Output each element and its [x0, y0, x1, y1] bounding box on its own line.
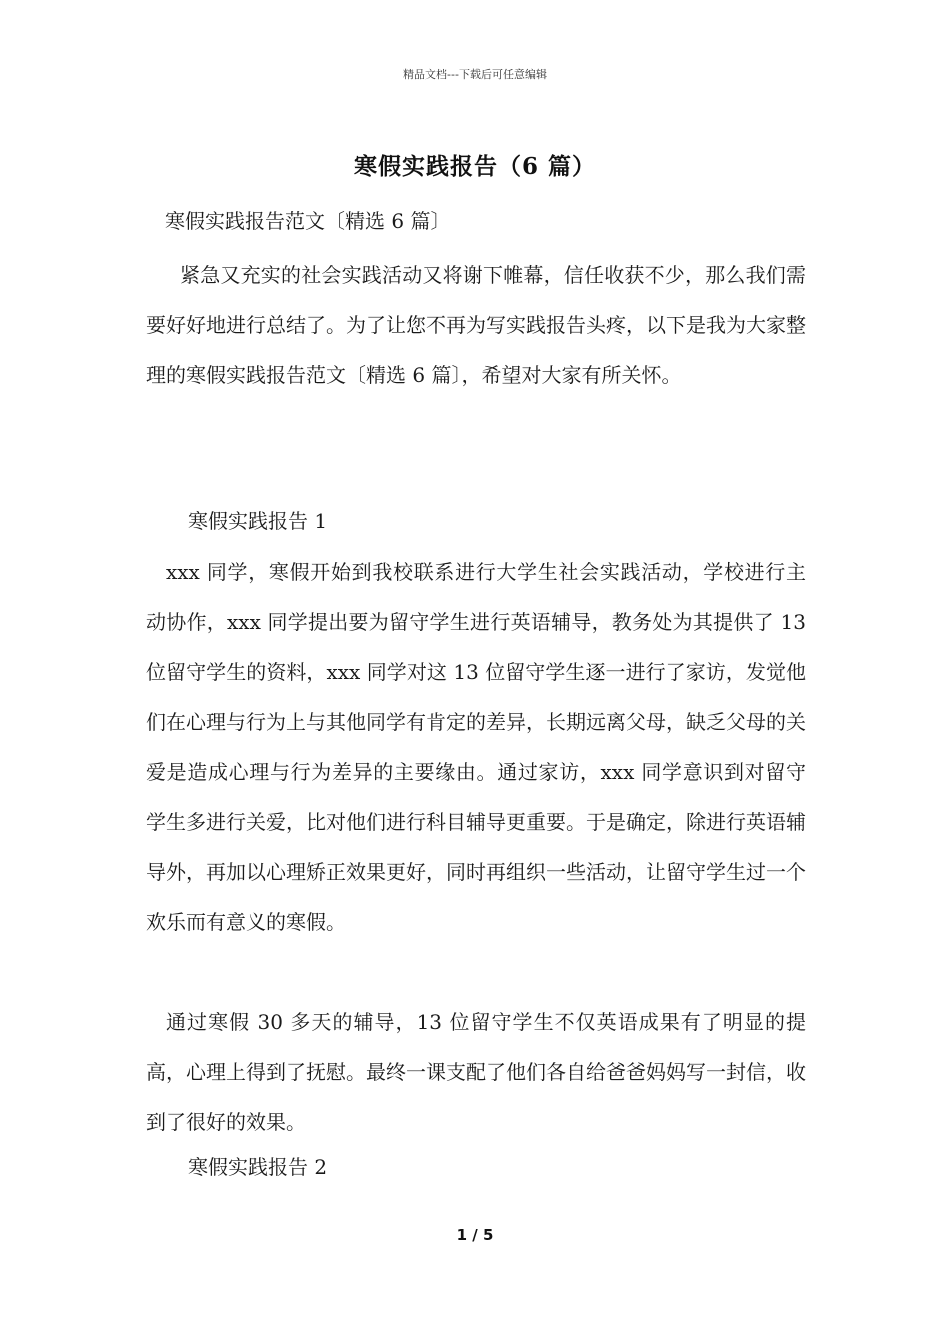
section-heading-1: 寒假实践报告 1: [188, 509, 328, 533]
section-1-paragraph-1: xxx 同学，寒假开始到我校联系进行大学生社会实践活动，学校进行主动协作，xxx 同学提出要为留守学生进行英语辅导，教务处为其提供了 13 位留守学生的资料，xxx 同学对这 13 位留守学生逐一进行了家访，发觉他们在心理与行为上与其他同学有肯定的差异，长期远离父母，缺乏父母的关爱是造成心理与行为差异的主要缘由。通过家访，xxx 同学意识到对留守学生多进行关爱，比对他们进行科目辅导更重要。于是确定，除进行英语辅导外，再加以心理矫正效果更好，同时再组织一些活动，让留守学生过一个欢乐而有意义的寒假。: [146, 560, 806, 934]
document-subtitle: 寒假实践报告范文〔精选 6 篇〕: [165, 209, 451, 233]
document-title: 寒假实践报告（6 篇）: [353, 153, 596, 180]
page-number: 1 / 5: [456, 1226, 494, 1244]
section-heading-2: 寒假实践报告 2: [188, 1155, 328, 1179]
page-header: 精品文档---下载后可任意编辑: [403, 68, 547, 81]
intro-paragraph: 紧急又充实的社会实践活动又将谢下帷幕，信任收获不少，那么我们需要好好地进行总结了。为了让您不再为写实践报告头疼，以下是我为大家整理的寒假实践报告范文〔精选 6 篇〕，希望对大家有所关怀。: [146, 263, 806, 387]
section-1-paragraph-2: 通过寒假 30 多天的辅导，13 位留守学生不仅英语成果有了明显的提高，心理上得到了抚慰。最终一课支配了他们各自给爸爸妈妈写一封信，收到了很好的效果。: [146, 1010, 806, 1134]
